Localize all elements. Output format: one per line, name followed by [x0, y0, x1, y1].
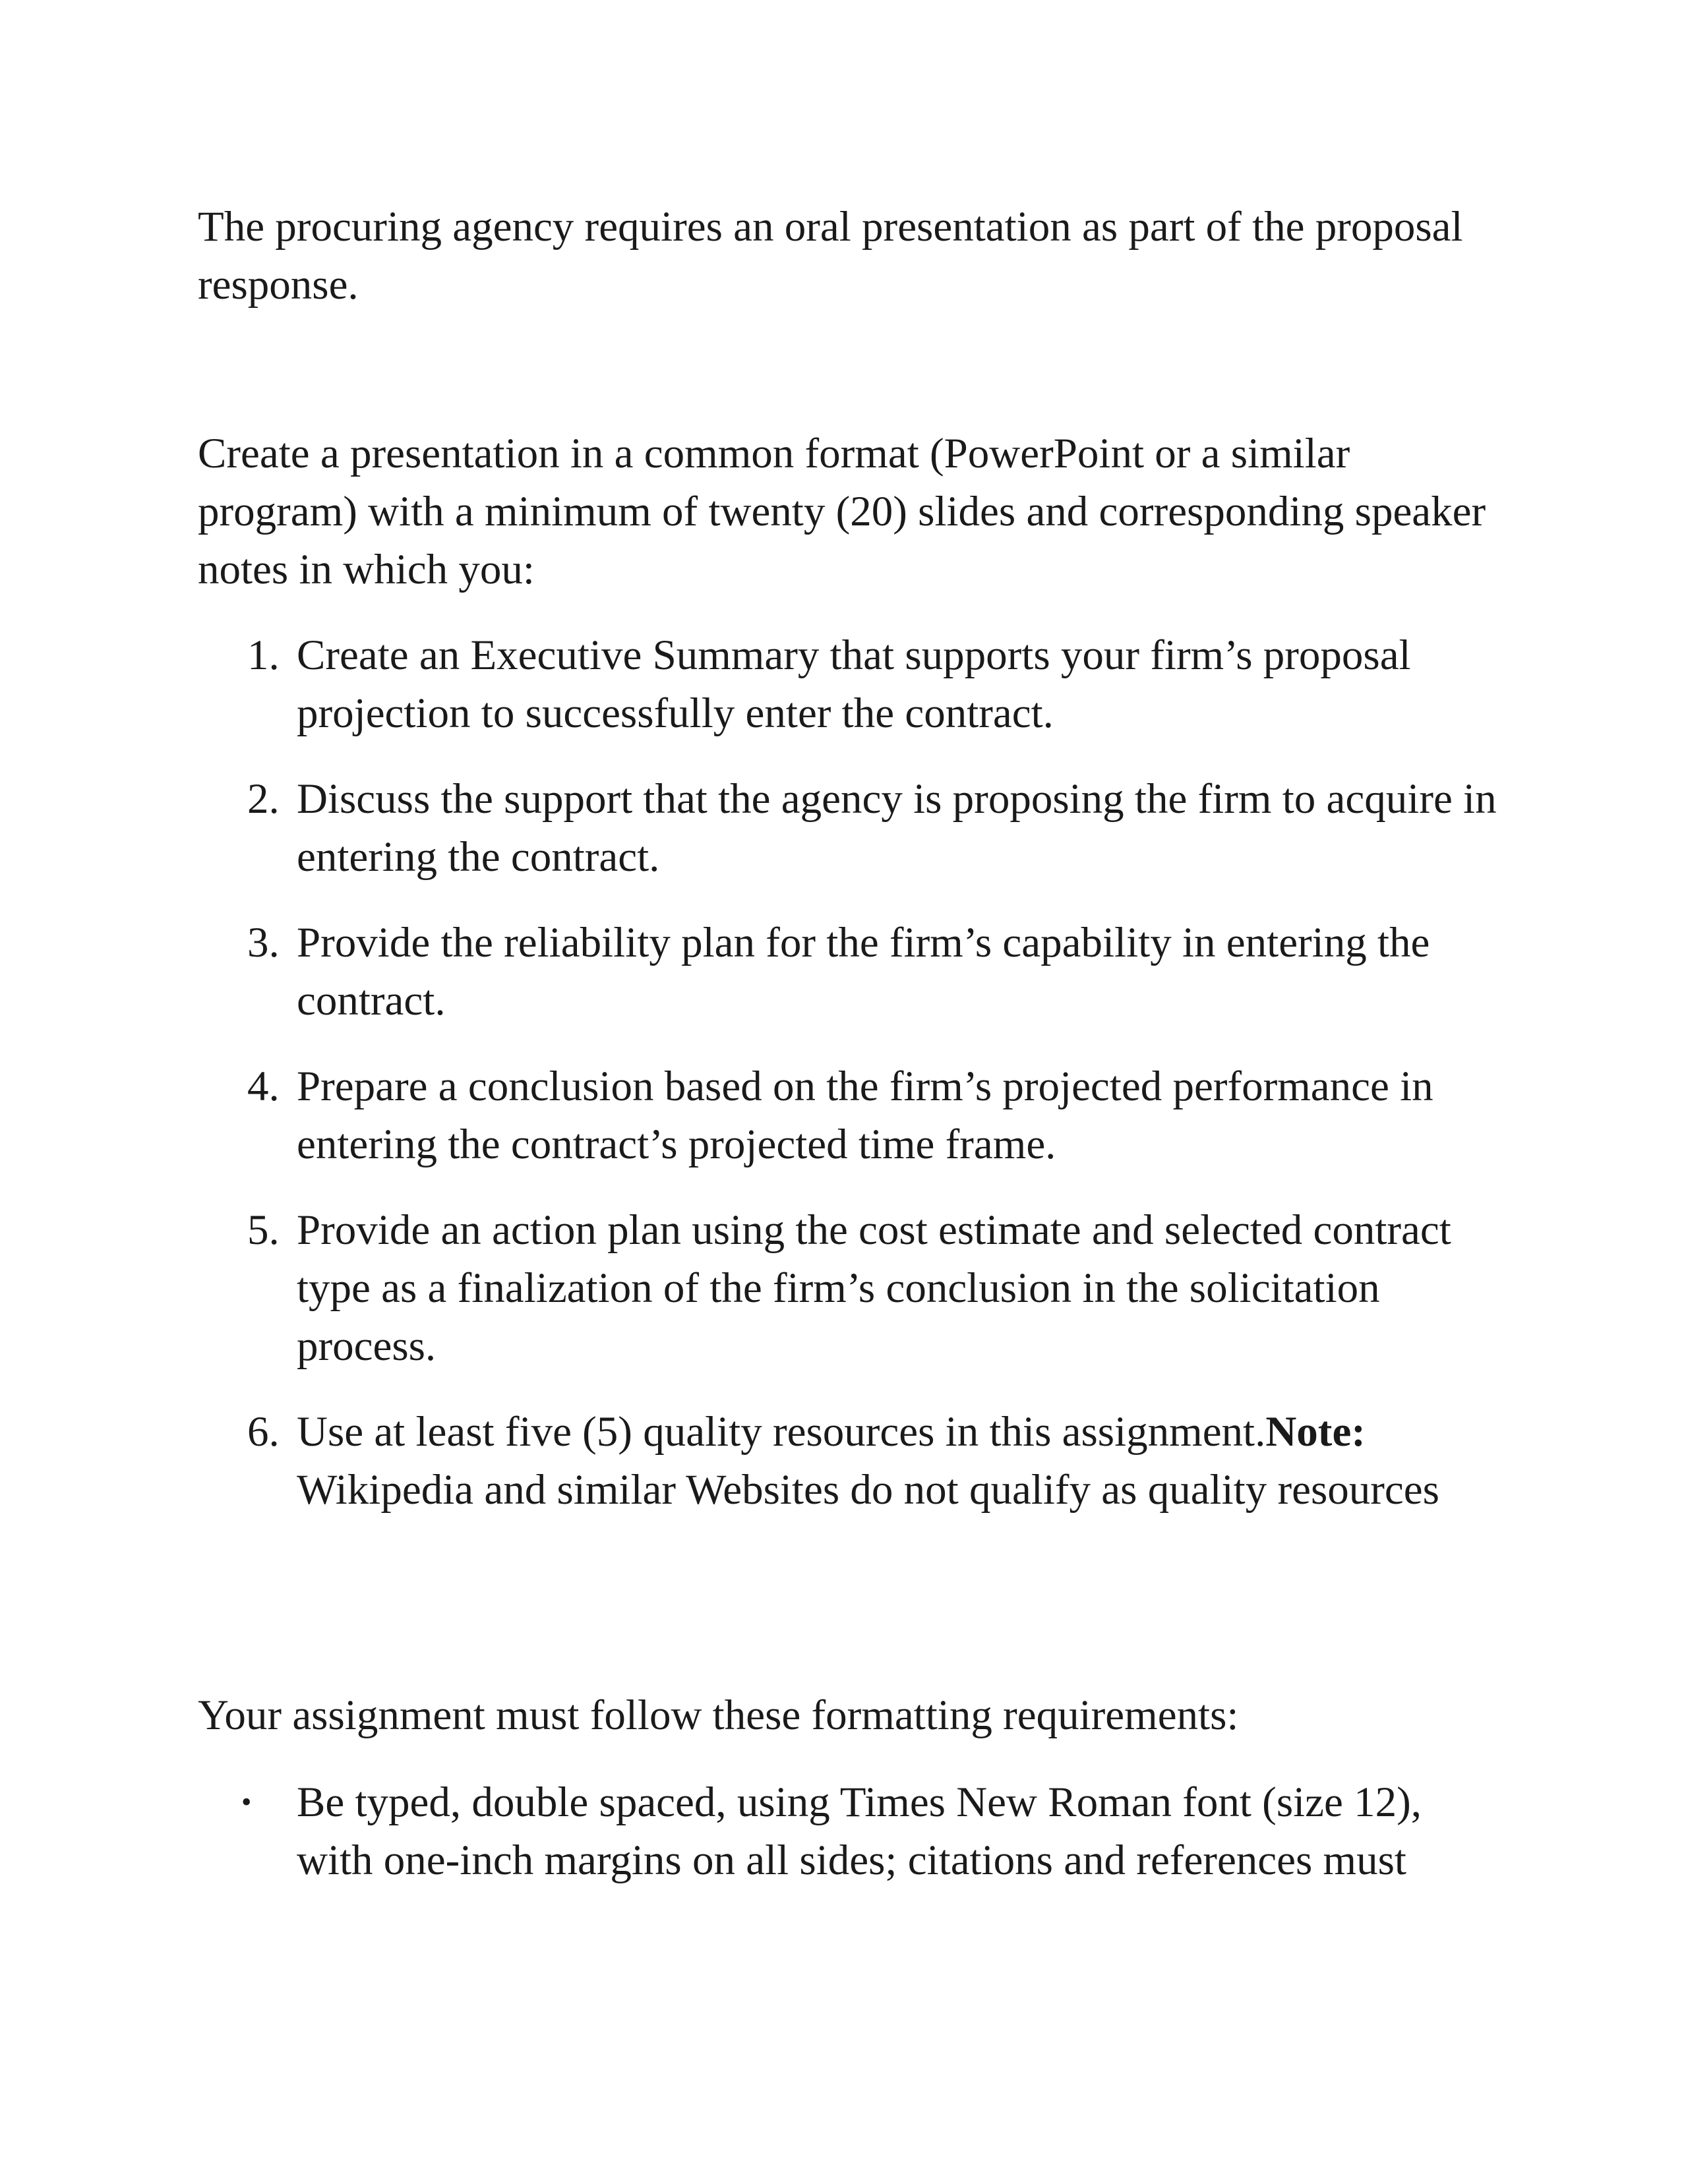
list-item-text: Provide the reliability plan for the firm’s capability in entering the contract.: [297, 919, 1430, 1024]
list-item: [198, 1403, 1503, 1519]
list-item-text: Prepare a conclusion based on the firm’s projected performance in entering the contract’s projected time frame.: [297, 1063, 1433, 1168]
list-number: 3.: [247, 919, 280, 966]
task-paragraph: Create a presentation in a common format (PowerPoint or a similar program) with a minimum of twenty (20) slides and corresponding speaker notes in which you:: [198, 430, 1486, 593]
list-number: 5.: [247, 1206, 280, 1254]
formatting-heading: Your assignment must follow these formatting requirements:: [198, 1692, 1239, 1739]
list-item-text-before-note: Use at least five (5) quality resources in this assignment.: [297, 1408, 1266, 1456]
numbered-list: [198, 626, 1503, 1547]
list-item: [198, 770, 1503, 886]
list-item: [198, 626, 1503, 742]
list-item: [198, 914, 1503, 1030]
list-item-text: Discuss the support that the agency is proposing the firm to acquire in entering the contract.: [297, 775, 1497, 881]
list-item-text: Provide an action plan using the cost estimate and selected contract type as a finalization of the firm’s conclusion in the solicitation process.: [297, 1206, 1451, 1370]
list-number: 4.: [247, 1063, 280, 1110]
bullet-marker: •: [241, 1786, 252, 1818]
list-item: [198, 1057, 1503, 1173]
list-item-text-after-note: Wikipedia and similar Websites do not qualify as quality resources: [297, 1466, 1439, 1514]
list-number: 6.: [247, 1408, 280, 1456]
list-number: 2.: [247, 775, 280, 823]
list-item: [198, 1773, 1503, 1889]
list-number: 1.: [247, 632, 280, 679]
note-label: Note:: [1265, 1408, 1366, 1456]
list-item-text: Create an Executive Summary that supports your firm’s proposal projection to successfully enter the contract.: [297, 632, 1411, 737]
intro-paragraph: The procuring agency requires an oral presentation as part of the proposal response.: [198, 203, 1463, 309]
bullet-list: [198, 1773, 1503, 1889]
list-item: [198, 1201, 1503, 1375]
list-item-text: Be typed, double spaced, using Times New Roman font (size 12), with one-inch margins on all sides; citations and references must: [297, 1779, 1422, 1884]
